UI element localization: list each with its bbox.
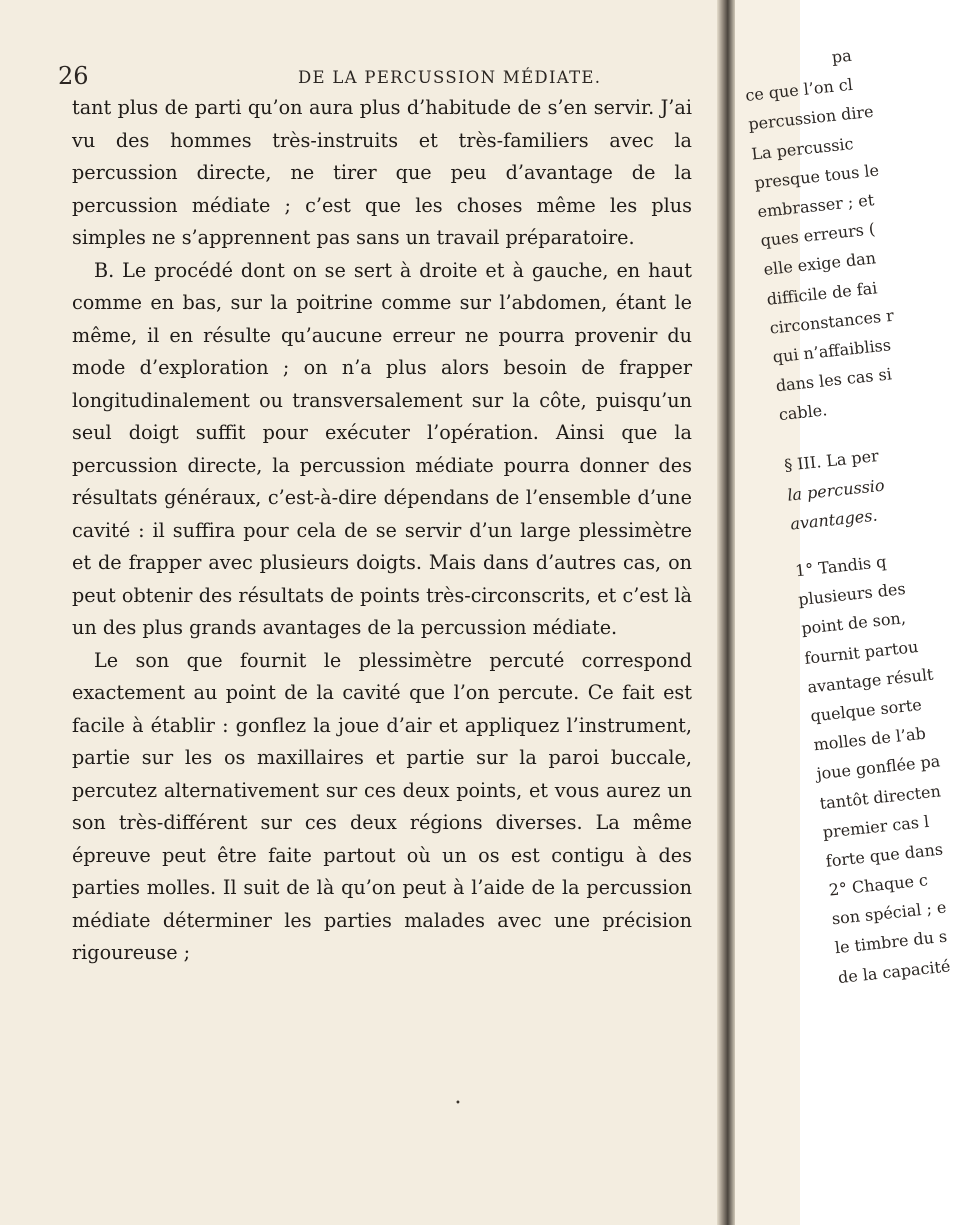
facing-line: difficile de fai (765, 277, 879, 309)
footer-mark: • (455, 1098, 461, 1109)
facing-line: premier cas l (821, 811, 930, 842)
facing-line: plusieurs des (797, 579, 907, 610)
page-header (58, 62, 618, 96)
facing-line: point de son, (800, 608, 907, 639)
facing-corner: pa (830, 45, 853, 67)
facing-page (735, 0, 952, 1225)
facing-line: avantage résult (806, 664, 935, 697)
facing-line: 2° Chaque c (827, 870, 929, 900)
paragraph-2: B. Le procédé dont on se sert à droite et à gauche, en haut comme en bas, sur la poitrine comme sur l’abdomen, étant le même, il en résulte qu’aucune erreur ne pourra provenir du mode d’exploration ; on n’a plus alors besoin de frapper longitudinalement ou transversalement sur la côte, puisqu’un seul doigt suffit pour exécuter l’opération. Ainsi que la percussion directe, la percussion médiate pourra donner des résultats généraux, c’est-à-dire dépendans de l’ensemble d’une cavité : il suffira pour cela de se servir d’un large plessimètre et de frapper avec plusieurs doigts. Mais dans d’autres cas, on peut obtenir des résultats de points très-circonscrits, et c’est là un des plus grands avantages de la percussion médiate. (72, 258, 692, 639)
facing-line: le timbre du s (833, 926, 949, 958)
facing-line: circonstances r (768, 305, 895, 338)
facing-page-text (744, 45, 959, 991)
paragraph-3: Le son que fournit le plessimètre percuté correspond exactement au point de la cavité que l’on percute. Ce fait est facile à établir : gonflez la joue d’air et appliquez l’instrument, partie sur les os maxillaires et partie sur la paroi buccale, percutez alternativement sur ces deux points, et vous aurez un son très-différent sur ces deux régions diverses. La même épreuve peut être faite partout où un os est contigu à des parties molles. Il suit de là qu’on peut à l’aide de la percussion médiate déterminer les parties malades avec une précision rigoureuse ; (72, 648, 692, 964)
body-text (72, 92, 692, 970)
facing-line: la percussio (786, 475, 886, 505)
facing-line: ce que l’on cl (744, 74, 854, 106)
paragraph-1: tant plus de parti qu’on aura plus d’habitude de s’en servir. J’ai vu des hommes très-instruits et très-familiers avec la percussion directe, ne tirer que peu d’avantage de la percussion médiate ; c’est que les choses même les plus simples ne s’apprennent pas sans un travail préparatoire. (72, 96, 692, 249)
facing-line: son spécial ; e (830, 897, 948, 929)
facing-line: quelque sorte (809, 694, 923, 726)
facing-line: presque tous le (753, 160, 880, 193)
facing-line: forte que dans (824, 839, 944, 871)
facing-section-heading: § III. La per (783, 446, 880, 476)
facing-line: percussion dire (747, 102, 875, 135)
facing-line: qui n’affaibliss (771, 335, 892, 367)
facing-line: dans les cas si (774, 364, 893, 396)
facing-line: 1° Tandis q (794, 551, 888, 581)
facing-line: elle exige dan (762, 248, 877, 280)
facing-line: de la capacité (837, 956, 952, 987)
page-number: 26 (58, 62, 89, 90)
facing-line: ques erreurs ( (759, 219, 877, 251)
facing-line: embrasser ; et (756, 190, 876, 222)
facing-line: fournit partou (803, 636, 920, 668)
facing-line: La percussic (750, 133, 855, 164)
facing-line: avantages. (789, 505, 879, 534)
facing-line: tantôt directen (818, 780, 942, 813)
running-head: DE LA PERCUSSION MÉDIATE. (298, 68, 602, 87)
facing-line: cable. (777, 400, 829, 425)
book-gutter (717, 0, 735, 1225)
facing-line: joue gonflée pa (815, 751, 942, 784)
facing-line: molles de l’ab (812, 723, 927, 755)
